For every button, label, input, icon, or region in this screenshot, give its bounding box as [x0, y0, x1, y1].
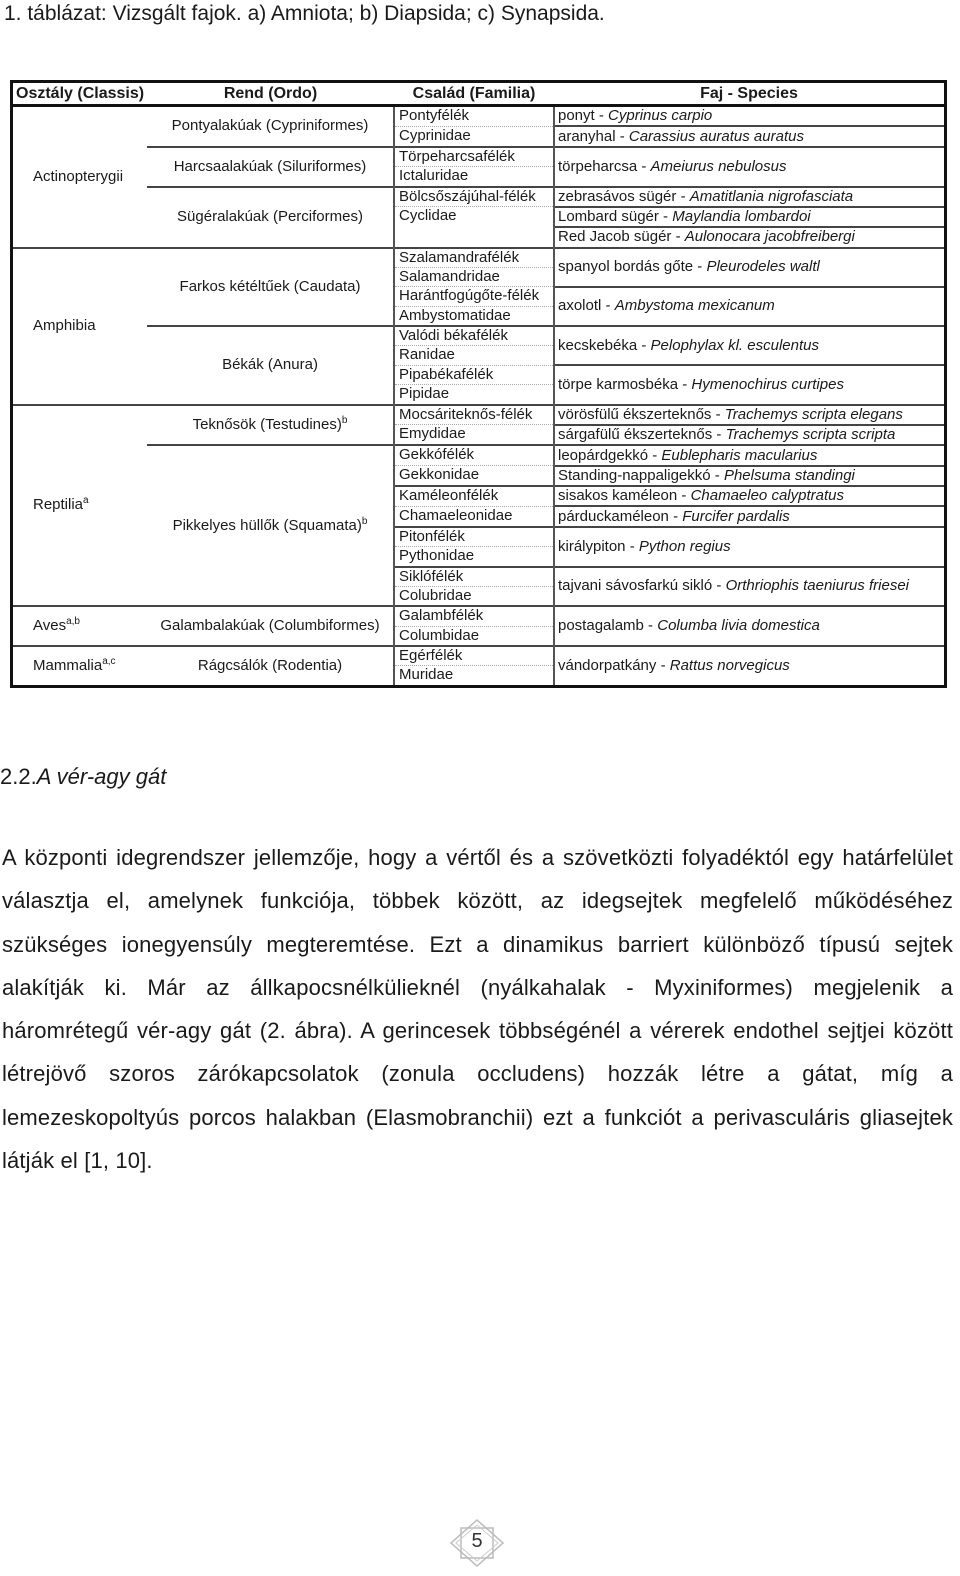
family-cell: Pipidae — [394, 385, 554, 405]
class-cell: Amphibia — [13, 248, 147, 405]
order-cell: Sügéralakúak (Perciformes) — [147, 187, 394, 248]
family-cell: Galambfélék — [394, 606, 554, 626]
class-cell: Aves$^{a,b}$ — [13, 606, 147, 646]
family-cell: Gekkófélék — [394, 445, 554, 465]
species-cell: postagalamb - Columba livia domestica — [554, 606, 944, 646]
section-heading — [0, 763, 166, 791]
table-row — [13, 147, 944, 167]
section-title: A vér-agy gát — [36, 764, 167, 789]
class-cell: Actinopterygii — [13, 106, 147, 248]
species-cell: Lombard sügér - Maylandia lombardoi — [554, 207, 944, 227]
header-order: Rend (Ordo) — [147, 83, 394, 106]
family-cell: Chamaeleonidae — [394, 506, 554, 526]
family-cell: Cyprinidae — [394, 126, 554, 146]
header-class: Osztály (Classis) — [13, 83, 147, 106]
species-cell: törpeharcsa - Ameiurus nebulosus — [554, 147, 944, 187]
family-cell: Ranidae — [394, 346, 554, 365]
family-cell: Emydidae — [394, 425, 554, 445]
order-cell: Farkos kétéltűek (Caudata) — [147, 248, 394, 326]
table-row — [13, 606, 944, 626]
family-cell: Mocsáriteknős-félék — [394, 405, 554, 425]
table-row — [13, 445, 944, 465]
species-cell: zebrasávos sügér - Amatitlania nigrofasciata — [554, 187, 944, 207]
family-cell: Pontyfélék — [394, 106, 554, 127]
table-row — [13, 106, 944, 127]
header-family: Család (Familia) — [394, 83, 554, 106]
species-cell: törpe karmosbéka - Hymenochirus curtipes — [554, 365, 944, 404]
species-cell: vörösfülű ékszerteknős - Trachemys scripta elegans — [554, 405, 944, 425]
order-cell: Pontyalakúak (Cypriniformes) — [147, 106, 394, 147]
family-cell: Pitonfélék — [394, 527, 554, 547]
species-cell: Red Jacob sügér - Aulonocara jacobfreibergi — [554, 227, 944, 247]
family-cell: Gekkonidae — [394, 466, 554, 486]
species-cell: spanyol bordás gőte - Pleurodeles waltl — [554, 248, 944, 287]
table-header-row — [13, 83, 944, 106]
family-cell: Salamandridae — [394, 268, 554, 287]
species-cell: sisakos kaméleon - Chamaeleo calyptratus — [554, 486, 944, 506]
species-cell: ponyt - Cyprinus carpio — [554, 106, 944, 127]
body-paragraph: A központi idegrendszer jellemzője, hogy a vértől és a szövetközti folyadéktól egy határfelület választja el, amelynek funkciója, többek között, az idegsejtek megfelelő működéséhez szükséges ionegyensúly megteremtése. Ezt a dinamikus barriert különböző típusú sejtek alakítják ki. Már az állkapocsnélkülieknél (nyálkahalak - Myxiniformes) megjelenik a háromrétegű vér-agy gát (2. ábra). A gerincesek többségénél a vérerek endothel sejtjei között létrejövő szoros zárókapcsolatok (zonula occludens) hozzák létre a gátat, míg a lemezeskopoltyús porcos halakban (Elasmobranchii) ezt a funkciót a perivasculáris gliasejtek látják el [1, 10]. — [2, 845, 953, 1174]
family-cell: Egérfélék — [394, 646, 554, 666]
family-cell: Pipabékafélék — [394, 365, 554, 384]
species-cell: királypiton - Python regius — [554, 527, 944, 567]
species-cell: tajvani sávosfarkú sikló - Orthriophis taeniurus friesei — [554, 567, 944, 607]
family-cell: Columbidae — [394, 626, 554, 646]
table-row — [13, 326, 944, 346]
species-cell: vándorpatkány - Rattus norvegicus — [554, 646, 944, 685]
class-cell: Mammalia$^{a,c}$ — [13, 646, 147, 685]
order-cell: Rágcsálók (Rodentia) — [147, 646, 394, 685]
family-cell: Törpeharcsafélék — [394, 147, 554, 167]
order-cell: Harcsaalakúak (Siluriformes) — [147, 147, 394, 187]
species-cell: kecskebéka - Pelophylax kl. esculentus — [554, 326, 944, 365]
species-cell: Standing-nappaligekkó - Phelsuma standingi — [554, 466, 944, 486]
species-cell: sárgafülű ékszerteknős - Trachemys scripta scripta — [554, 425, 944, 445]
family-cell: Siklófélék — [394, 567, 554, 587]
family-cell: Szalamandrafélék — [394, 248, 554, 268]
family-cell: Pythonidae — [394, 547, 554, 567]
order-cell: Békák (Anura) — [147, 326, 394, 404]
table-row — [13, 248, 944, 268]
species-table — [10, 80, 947, 688]
family-cell: Cyclidae — [394, 207, 554, 227]
class-cell: Reptilia$^a$ — [13, 405, 147, 607]
table-row — [13, 187, 944, 207]
family-cell: Muridae — [394, 666, 554, 685]
family-cell: Colubridae — [394, 586, 554, 606]
order-cell: Galambalakúak (Columbiformes) — [147, 606, 394, 646]
table-row — [13, 646, 944, 666]
order-cell: Pikkelyes hüllők (Squamata)$^b$ — [147, 445, 394, 606]
family-cell: Ictaluridae — [394, 167, 554, 187]
section-number: 2.2. — [0, 764, 37, 789]
page-number-badge — [447, 1518, 507, 1568]
species-cell: aranyhal - Carassius auratus auratus — [554, 126, 944, 146]
family-cell: Valódi békafélék — [394, 326, 554, 346]
table-row — [13, 405, 944, 425]
family-cell: Ambystomatidae — [394, 306, 554, 326]
order-cell: Teknősök (Testudines)$^b$ — [147, 405, 394, 446]
family-cell: Harántfogúgőte-félék — [394, 287, 554, 306]
family-cell: Bölcsőszájúhal-félék — [394, 187, 554, 207]
species-cell: leopárdgekkó - Eublepharis macularius — [554, 445, 944, 465]
page-number: 5 — [471, 1530, 483, 1552]
species-cell: axolotl - Ambystoma mexicanum — [554, 287, 944, 326]
family-cell: Kaméleonfélék — [394, 486, 554, 506]
species-cell: párduckaméleon - Furcifer pardalis — [554, 506, 944, 526]
header-species: Faj - Species — [554, 83, 944, 106]
table-caption: 1. táblázat: Vizsgált fajok. a) Amniota; b) Diapsida; c) Synapsida. — [4, 2, 605, 25]
